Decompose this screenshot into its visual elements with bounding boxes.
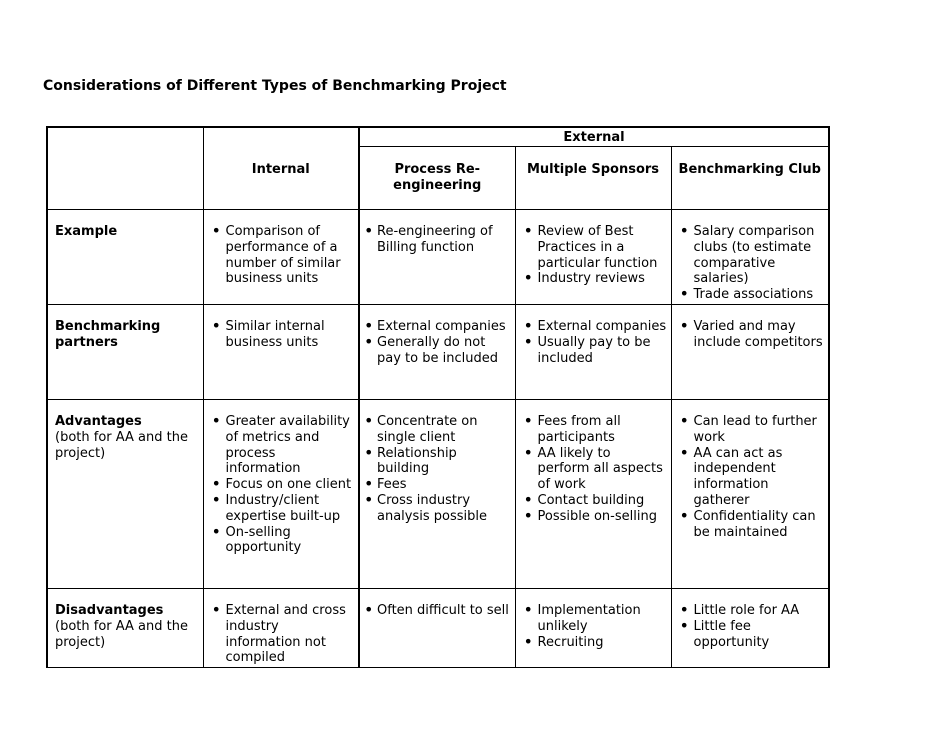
bullet-list (676, 603, 825, 650)
benchmarking-table (46, 126, 830, 668)
multiple-cell (515, 210, 671, 305)
process-cell (359, 305, 515, 400)
list-item: • Recruiting (520, 635, 667, 651)
bullet-list (208, 319, 355, 351)
bullet-list (676, 319, 825, 351)
header-internal: Internal (203, 127, 359, 210)
document-title: Considerations of Different Types of Benchmarking Project (43, 78, 507, 94)
internal-cell (203, 210, 359, 305)
bullet-list (364, 224, 511, 256)
bullet-list (208, 224, 355, 287)
list-item: • Comparison of performance of a number of similar business units (208, 224, 355, 287)
list-item: • Often difficult to sell (364, 603, 511, 619)
row-label-cell (47, 305, 203, 400)
bullet-list (520, 224, 667, 287)
list-item: • Varied and may include competitors (676, 319, 825, 351)
row-label: Disadvantages (55, 603, 164, 618)
list-item: • Relationship building (364, 446, 511, 478)
list-item: • Cross industry analysis possible (364, 493, 511, 525)
list-item: • External and cross industry information not compiled (208, 603, 355, 666)
header-process-reengineering: Process Re-engineering (359, 147, 515, 210)
multiple-cell (515, 305, 671, 400)
club-cell (671, 305, 829, 400)
list-item: • Concentrate on single client (364, 414, 511, 446)
row-label-cell (47, 210, 203, 305)
list-item: • AA can act as independent information gatherer (676, 446, 825, 509)
list-item: • Salary comparison clubs (to estimate comparative salaries) (676, 224, 825, 287)
bullet-list (520, 603, 667, 650)
row-label-cell (47, 400, 203, 589)
bullet-list (364, 414, 511, 525)
list-item: • External companies (520, 319, 667, 335)
list-item: • Similar internal business units (208, 319, 355, 351)
list-item: • AA likely to perform all aspects of work (520, 446, 667, 493)
row-sublabel: (both for AA and the project) (55, 618, 188, 650)
row-label: Example (55, 224, 118, 239)
header-multiple-sponsors: Multiple Sponsors (515, 147, 671, 210)
table-row (47, 400, 829, 589)
bullet-list (208, 603, 355, 666)
bullet-list (208, 414, 355, 556)
header-benchmarking-club: Benchmarking Club (671, 147, 829, 210)
list-item: • Usually pay to be included (520, 335, 667, 367)
table-row (47, 305, 829, 400)
list-item: • Fees from all participants (520, 414, 667, 446)
list-item: • Little role for AA (676, 603, 825, 619)
bullet-list (676, 414, 825, 540)
multiple-cell (515, 589, 671, 668)
list-item: • Focus on one client (208, 477, 355, 493)
club-cell (671, 400, 829, 589)
process-cell (359, 589, 515, 668)
table-row (47, 210, 829, 305)
row-label-cell (47, 589, 203, 668)
list-item: • On-selling opportunity (208, 525, 355, 557)
club-cell (671, 210, 829, 305)
list-item: • Trade associations (676, 287, 825, 303)
row-label: Advantages (55, 414, 142, 429)
list-item: • Contact building (520, 493, 667, 509)
process-cell (359, 210, 515, 305)
list-item: • Fees (364, 477, 511, 493)
list-item: • Confidentiality can be maintained (676, 509, 825, 541)
process-cell (359, 400, 515, 589)
bullet-list (364, 603, 511, 619)
row-sublabel: (both for AA and the project) (55, 429, 188, 461)
multiple-cell (515, 400, 671, 589)
bullet-list (520, 319, 667, 366)
internal-cell (203, 589, 359, 668)
club-cell (671, 589, 829, 668)
list-item: • Re-engineering of Billing function (364, 224, 511, 256)
list-item: • Little fee opportunity (676, 619, 825, 651)
list-item: • Greater availability of metrics and process information (208, 414, 355, 477)
header-corner-cell (47, 127, 203, 210)
list-item: • Industry reviews (520, 271, 667, 287)
list-item: • Possible on-selling (520, 509, 667, 525)
list-item: • Can lead to further work (676, 414, 825, 446)
table-row (47, 589, 829, 668)
list-item: • Generally do not pay to be included (364, 335, 511, 367)
bullet-list (364, 319, 511, 366)
list-item: • Implementation unlikely (520, 603, 667, 635)
list-item: • External companies (364, 319, 511, 335)
internal-cell (203, 400, 359, 589)
bullet-list (520, 414, 667, 525)
internal-cell (203, 305, 359, 400)
list-item: • Industry/client expertise built-up (208, 493, 355, 525)
bullet-list (676, 224, 825, 303)
row-label: Benchmarking partners (55, 319, 161, 350)
header-external: External (359, 127, 829, 147)
list-item: • Review of Best Practices in a particular function (520, 224, 667, 271)
